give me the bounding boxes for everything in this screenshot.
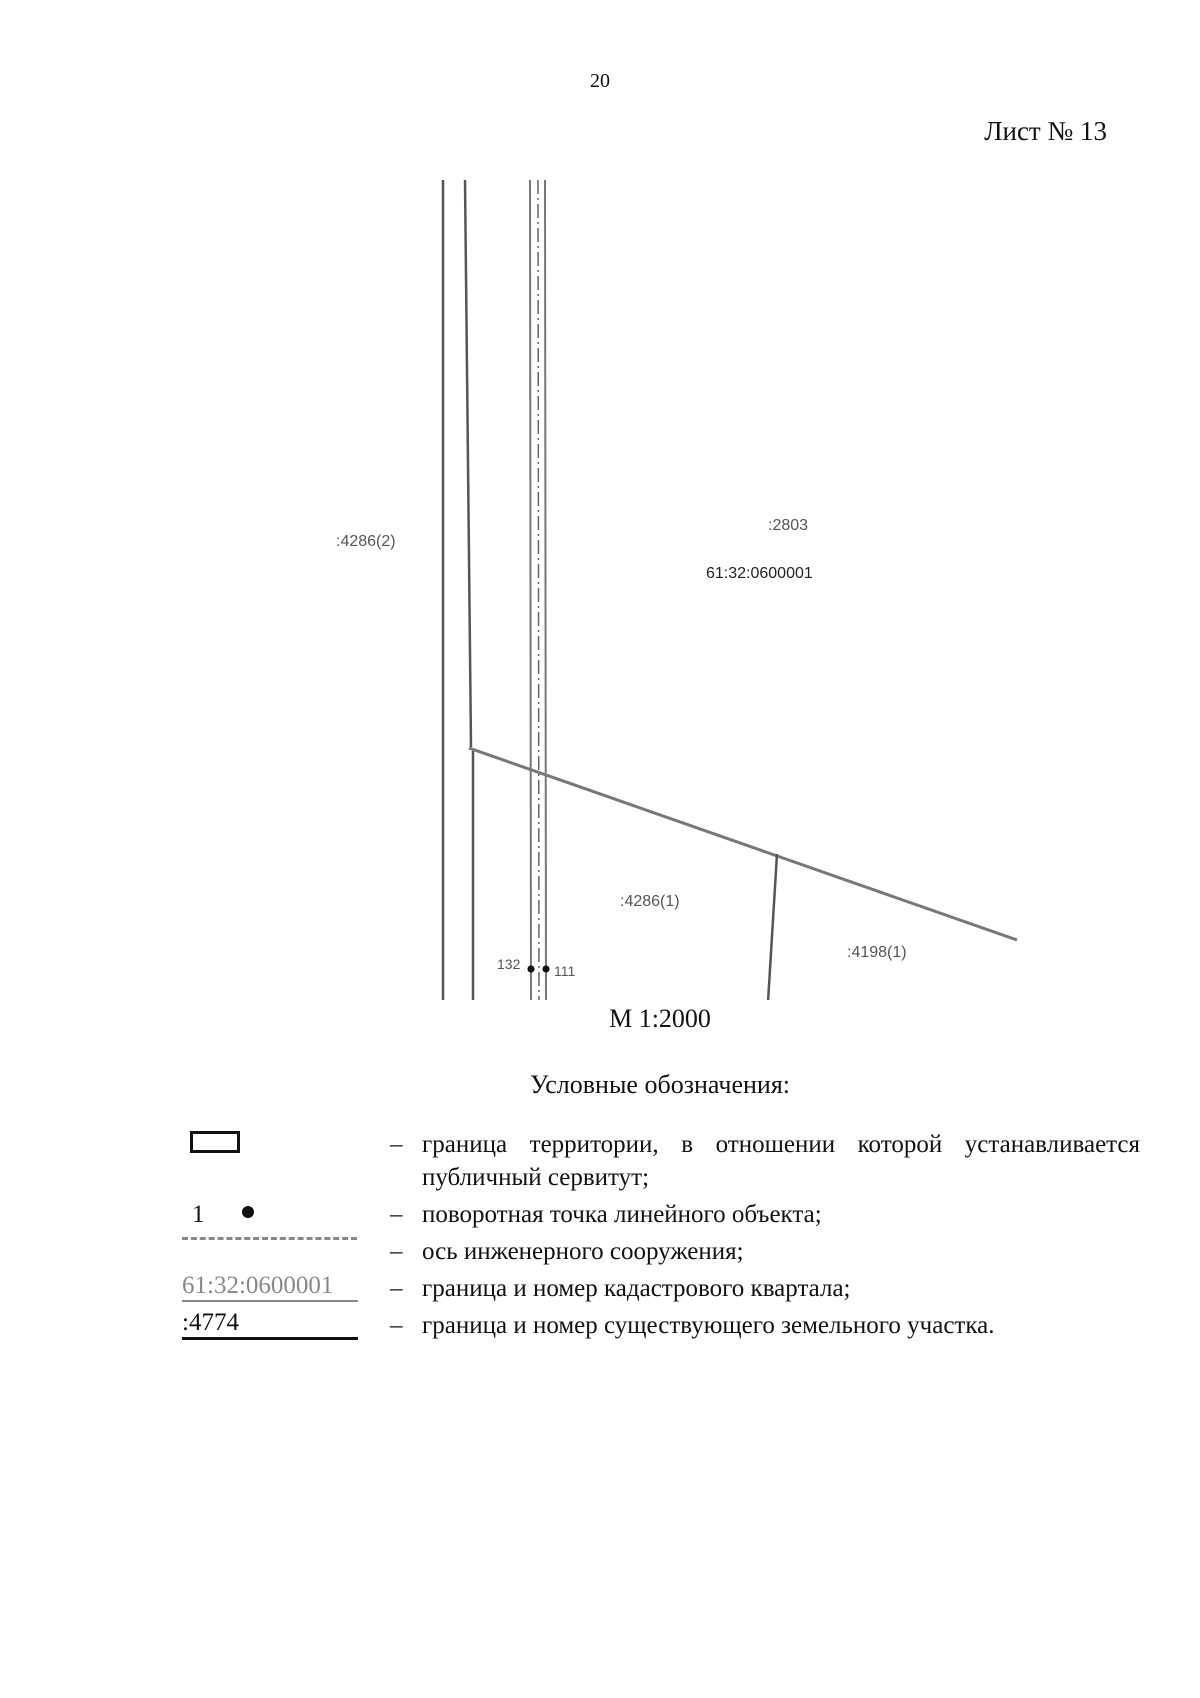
legend-item-land-parcel: :4774 – граница и номер существующего земельного участка. xyxy=(180,1309,1140,1342)
point-132-marker xyxy=(527,965,534,972)
legend-text: граница и номер кадастрового квартала; xyxy=(422,1275,851,1302)
legend-item-engineering-axis: – ось инженерного сооружения; xyxy=(180,1235,1140,1268)
legend-text: граница территории, в отношении которой устанавливается публичный сервитут; xyxy=(422,1131,1140,1191)
parcel-label-4286-2: :4286(2) xyxy=(336,533,396,550)
parcel-boundary-4198 xyxy=(768,854,777,1000)
legend-item-turning-point: 1 – поворотная точка линейного объекта; xyxy=(180,1198,1140,1231)
legend-symbol-quarter: 61:32:0600001 xyxy=(180,1272,390,1305)
legend-text: граница и номер существующего земельного участка. xyxy=(422,1312,995,1339)
parcel-label-4198-1: :4198(1) xyxy=(847,944,907,961)
quarter-label: 61:32:0600001 xyxy=(706,565,813,582)
legend-text: ось инженерного сооружения; xyxy=(422,1238,744,1265)
legend-symbol-parcel: :4774 xyxy=(180,1309,390,1342)
point-label-111: 111 xyxy=(554,963,576,979)
legend-item-servitude-boundary: – граница территории, в отношении которой устанавливается публичный сервитут; xyxy=(180,1128,1140,1194)
point-icon xyxy=(242,1206,254,1218)
servitude-boundary-left xyxy=(530,180,531,1000)
legend-item-cadastral-quarter: 61:32:0600001 – граница и номер кадастрового квартала; xyxy=(180,1272,1140,1305)
servitude-boundary-right xyxy=(545,180,546,1000)
legend-symbol-dashed-line xyxy=(180,1235,390,1268)
legend-symbol-point: 1 xyxy=(180,1198,390,1231)
legend-text: поворотная точка линейного объекта; xyxy=(422,1201,822,1228)
sheet-label: Лист № 13 xyxy=(984,116,1107,146)
page-number: 20 xyxy=(590,70,610,92)
parcel-label-2803: :2803 xyxy=(768,517,809,534)
legend-title: Условные обозначения: xyxy=(529,1070,791,1099)
map-scale: М 1:2000 xyxy=(609,1004,711,1033)
legend-symbol-rectangle xyxy=(180,1128,390,1161)
legend xyxy=(180,1128,1140,1342)
parcel-boundary-2803-west xyxy=(465,180,471,747)
engineering-axis xyxy=(538,180,539,1000)
point-label-132: 132 xyxy=(497,956,521,972)
quarter-boundary xyxy=(469,748,1017,940)
point-111-marker xyxy=(542,965,549,972)
parcel-label-4286-1: :4286(1) xyxy=(620,893,680,910)
